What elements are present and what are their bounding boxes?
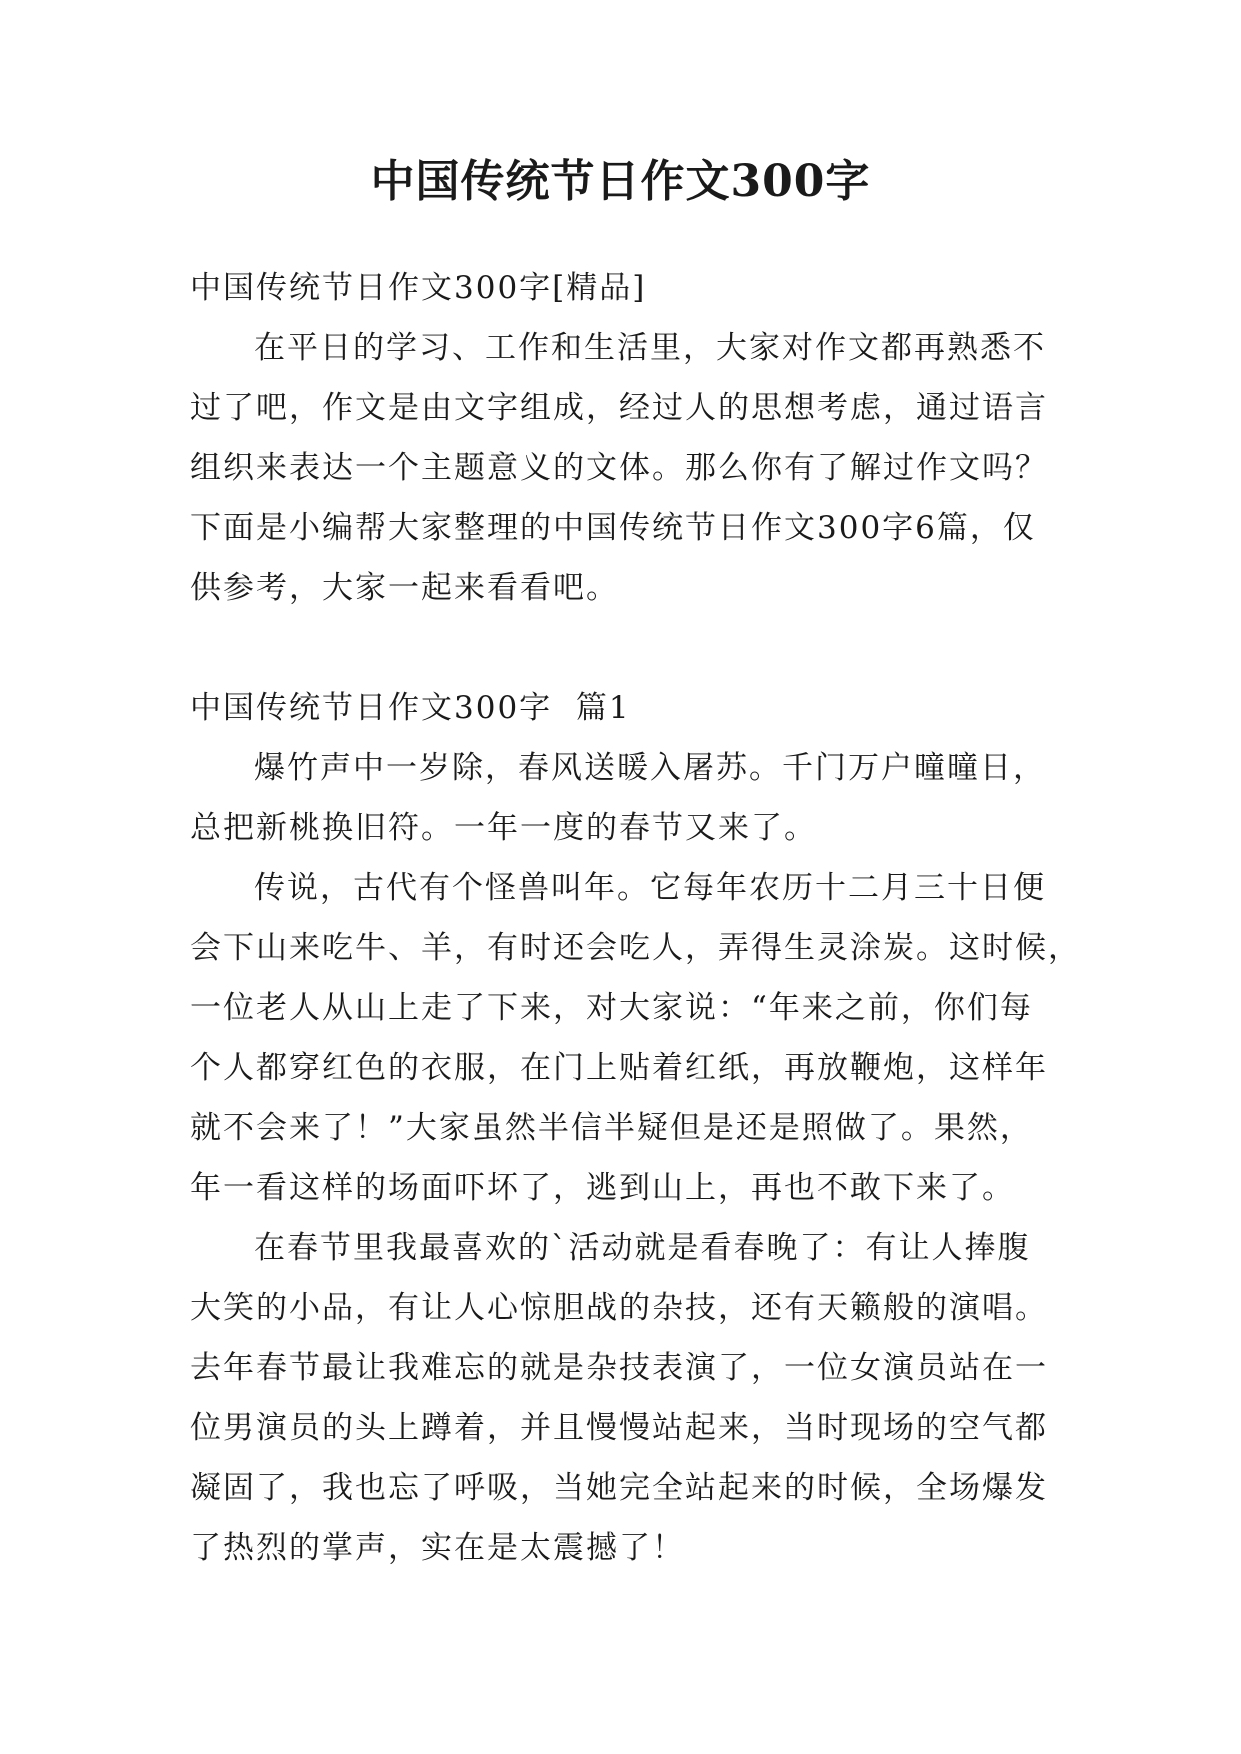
- document-body: [190, 258, 1081, 1578]
- paragraph-1: [190, 738, 1070, 858]
- paragraph-line: 个人都穿红色的衣服，在门上贴着红纸，再放鞭炮，这样年: [190, 1050, 1048, 1086]
- paragraph-line: 组织来表达一个主题意义的文体。那么你有了解过作文吗？: [190, 450, 1048, 486]
- paragraph-line: 下面是小编帮大家整理的中国传统节日作文300字6篇，仅: [190, 510, 1036, 546]
- paragraph-line: 就不会来了！”大家虽然半信半疑但是还是照做了。果然，: [190, 1110, 1033, 1146]
- paragraph-line: 凝固了，我也忘了呼吸，当她完全站起来的时候，全场爆发: [190, 1470, 1048, 1506]
- paragraph-line: 传说，古代有个怪兽叫年。它每年农历十二月三十日便: [254, 870, 1046, 906]
- document-subtitle: 中国传统节日作文300字[精品]: [190, 270, 647, 306]
- document-title: 中国传统节日作文300字: [370, 156, 871, 207]
- paragraph-line: 年一看这样的场面吓坏了，逃到山上，再也不敢下来了。: [190, 1170, 1015, 1206]
- paragraph-line: 去年春节最让我难忘的就是杂技表演了，一位女演员站在一: [190, 1350, 1048, 1386]
- section-heading: 中国传统节日作文300字 篇1: [190, 690, 631, 726]
- paragraph-3: [190, 1218, 1070, 1578]
- paragraph-line: 在春节里我最喜欢的`活动就是看春晚了：有让人捧腹: [254, 1230, 1031, 1266]
- paragraph-line: 供参考，大家一起来看看吧。: [190, 570, 619, 606]
- paragraph-line: 会下山来吃牛、羊，有时还会吃人，弄得生灵涂炭。这时候，: [190, 930, 1081, 966]
- paragraph-line: 过了吧，作文是由文字组成，经过人的思想考虑，通过语言: [190, 390, 1048, 426]
- paragraph-line: 总把新桃换旧符。一年一度的春节又来了。: [190, 810, 817, 846]
- paragraph-line: 在平日的学习、工作和生活里，大家对作文都再熟悉不: [254, 330, 1046, 366]
- paragraph-line: 一位老人从山上走了下来，对大家说：“年来之前，你们每: [190, 990, 1033, 1026]
- paragraph-line: 大笑的小品，有让人心惊胆战的杂技，还有天籁般的演唱。: [190, 1290, 1048, 1326]
- intro-paragraph: [190, 318, 1070, 618]
- paragraph-line: 位男演员的头上蹲着，并且慢慢站起来，当时现场的空气都: [190, 1410, 1048, 1446]
- paragraph-line: 了热烈的掌声，实在是太震撼了！: [190, 1530, 685, 1566]
- spacer: [190, 618, 1070, 678]
- paragraph-line: 爆竹声中一岁除，春风送暖入屠苏。千门万户曈曈日，: [254, 750, 1046, 786]
- paragraph-2: [190, 858, 1081, 1218]
